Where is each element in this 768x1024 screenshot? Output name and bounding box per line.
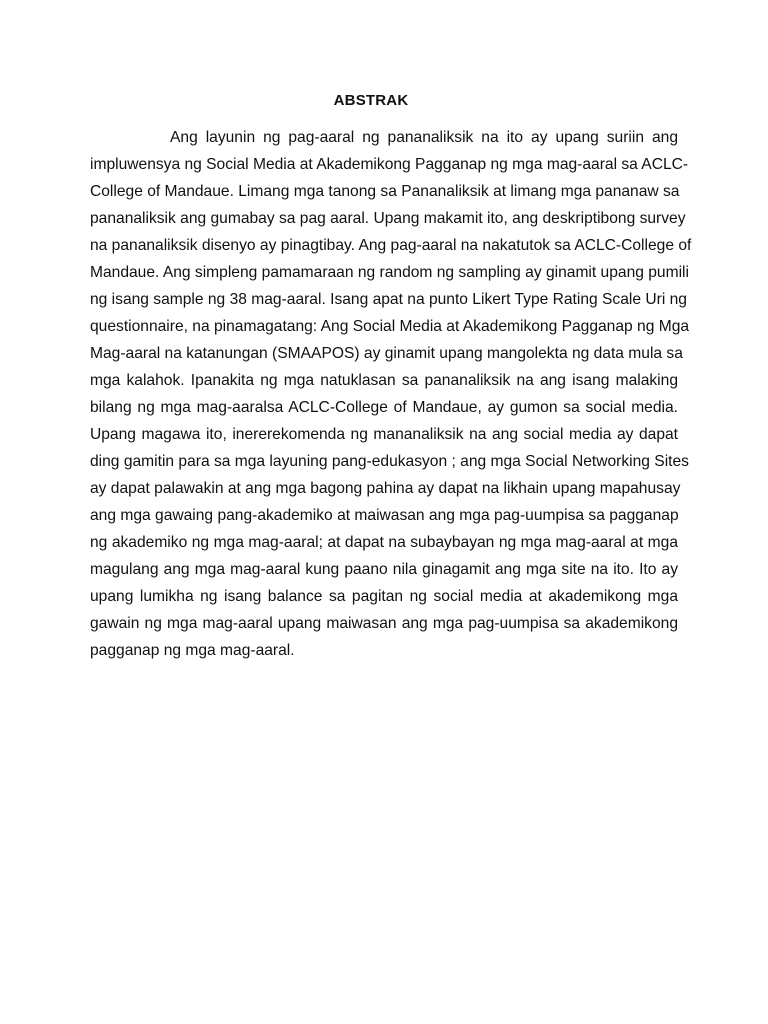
abstract-line: bilang ng mga mag-aaralsa ACLC-College of Mandaue, ay gumon sa social media. bbox=[90, 399, 678, 416]
abstract-line: pagganap ng mga mag-aaral. bbox=[90, 642, 295, 659]
abstract-line: Mag-aaral na katanungan (SMAAPOS) ay ginamit upang mangolekta ng data mula sa bbox=[90, 345, 683, 362]
abstract-line: na pananaliksik disenyo ay pinagtibay. Ang pag-aaral na nakatutok sa ACLC-College of bbox=[90, 237, 692, 254]
abstract-body bbox=[90, 124, 692, 664]
abstract-line: magulang ang mga mag-aaral kung paano nila ginagamit ang mga site na ito. Ito ay bbox=[90, 561, 678, 578]
abstract-line: pananaliksik ang gumabay sa pag aaral. Upang makamit ito, ang deskriptibong survey bbox=[90, 210, 686, 227]
abstract-line: ay dapat palawakin at ang mga bagong pahina ay dapat na likhain upang mapahusay bbox=[90, 480, 681, 497]
abstract-line: Upang magawa ito, inererekomenda ng mananaliksik na ang social media ay dapat bbox=[90, 426, 678, 443]
abstract-line: ng isang sample ng 38 mag-aaral. Isang apat na punto Likert Type Rating Scale Uri ng bbox=[90, 291, 687, 308]
abstract-line: mga kalahok. Ipanakita ng mga natuklasan sa pananaliksik na ang isang malaking bbox=[90, 372, 678, 389]
abstract-line: impluwensya ng Social Media at Akademikong Pagganap ng mga mag-aaral sa ACLC- bbox=[90, 156, 689, 173]
abstract-line: upang lumikha ng isang balance sa pagitan ng social media at akademikong mga bbox=[90, 588, 678, 605]
abstract-line: Mandaue. Ang simpleng pamamaraan ng random ng sampling ay ginamit upang pumili bbox=[90, 264, 689, 281]
abstract-line: ng akademiko ng mga mag-aaral; at dapat na subaybayan ng mga mag-aaral at mga bbox=[90, 534, 678, 551]
abstract-line: ang mga gawaing pang-akademiko at maiwasan ang mga pag-uumpisa sa pagganap bbox=[90, 507, 679, 524]
abstract-line: questionnaire, na pinamagatang: Ang Social Media at Akademikong Pagganap ng Mga bbox=[90, 318, 690, 335]
abstract-line: gawain ng mga mag-aaral upang maiwasan ang mga pag-uumpisa sa akademikong bbox=[90, 615, 678, 632]
abstract-line: College of Mandaue. Limang mga tanong sa Pananaliksik at limang mga pananaw sa bbox=[90, 183, 680, 200]
abstract-line: Ang layunin ng pag-aaral ng pananaliksik na ito ay upang suriin ang bbox=[170, 129, 678, 146]
abstract-heading: ABSTRAK bbox=[333, 92, 409, 109]
abstract-line: ding gamitin para sa mga layuning pang-edukasyon ; ang mga Social Networking Sites bbox=[90, 453, 689, 470]
